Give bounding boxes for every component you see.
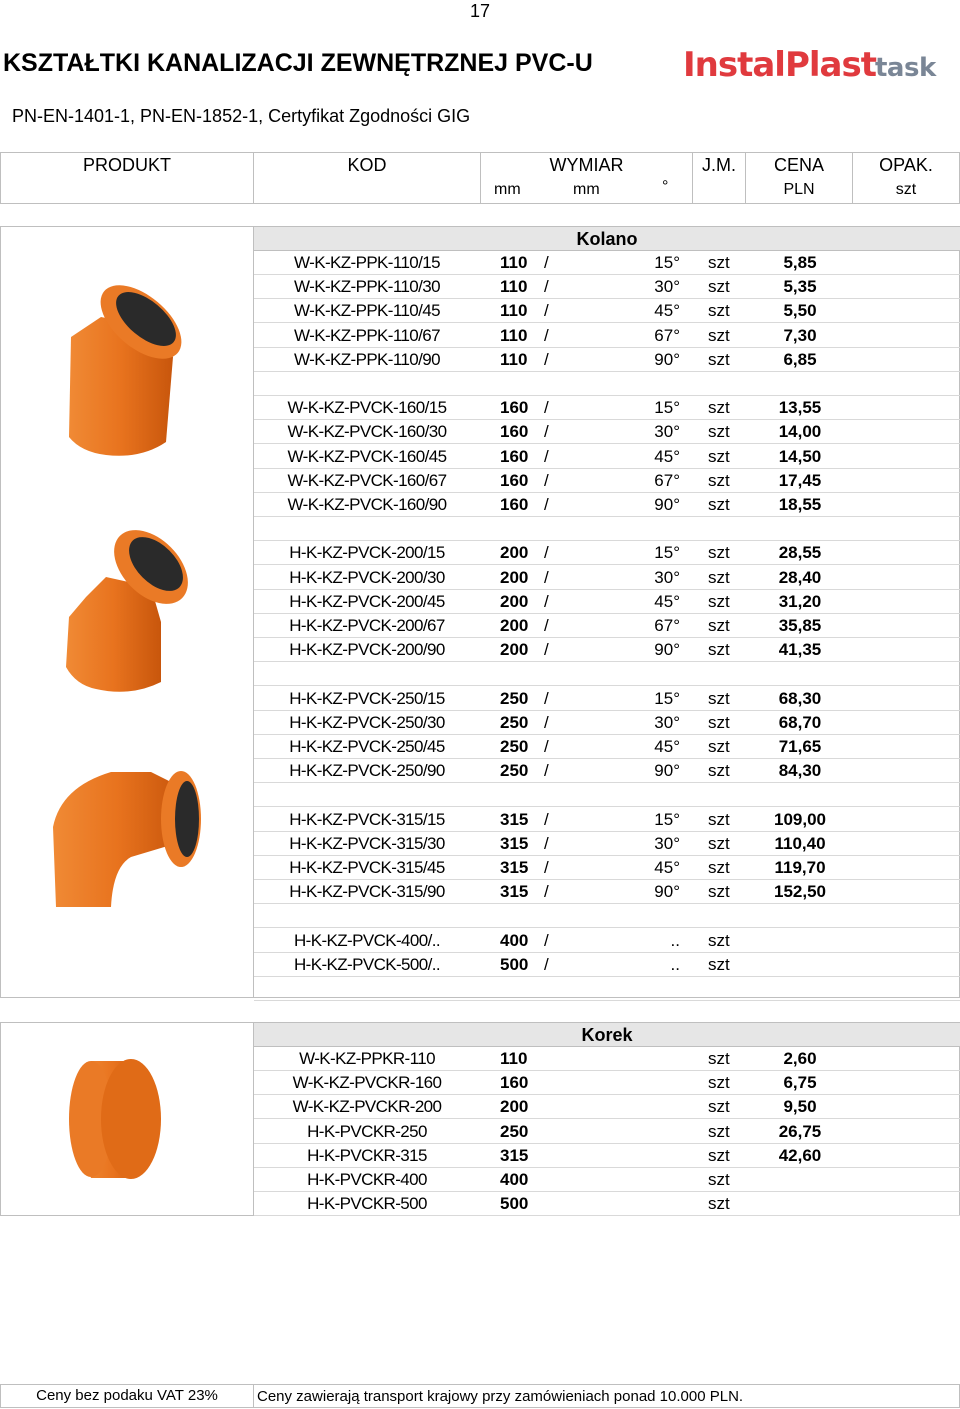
price: 5,50 xyxy=(783,301,817,321)
dimension-separator: / xyxy=(544,543,549,563)
table-row xyxy=(254,904,960,928)
angle: 90° xyxy=(654,495,680,514)
product-code: H-K-PVCKR-500 xyxy=(307,1194,427,1214)
diameter: 110 xyxy=(500,349,528,369)
product-code: H-K-KZ-PVCK-200/67 xyxy=(289,616,445,635)
cap-illustration xyxy=(1,1023,253,1215)
table-row xyxy=(254,808,960,832)
price: 68,70 xyxy=(778,712,822,732)
unit: szt xyxy=(708,1145,730,1165)
product-code: W-K-KZ-PVCK-160/45 xyxy=(287,446,447,466)
dimension-separator: / xyxy=(544,930,549,950)
product-code: H-K-KZ-PVCK-200/30 xyxy=(289,567,445,587)
diameter: 110 xyxy=(500,325,528,345)
angle: 67° xyxy=(654,470,680,490)
angle: 15° xyxy=(654,253,680,272)
header-opak-unit: szt xyxy=(895,181,917,198)
price: 26,75 xyxy=(778,1121,822,1141)
section-title-korek: Korek xyxy=(254,1023,960,1047)
header-wymiar-label: WYMIAR xyxy=(549,155,624,175)
unit: szt xyxy=(708,398,730,418)
unit: szt xyxy=(708,1049,730,1068)
unit: szt xyxy=(708,301,730,321)
header-opak-label: OPAK. xyxy=(879,155,933,175)
dimension-separator: / xyxy=(544,422,549,442)
dimension-separator: / xyxy=(544,640,549,660)
product-code: H-K-KZ-PVCK-250/30 xyxy=(289,712,445,732)
price: 28,40 xyxy=(778,567,822,587)
angle: 67° xyxy=(654,616,680,635)
angle: 30° xyxy=(654,422,680,442)
table-row xyxy=(254,1095,960,1119)
price: 119,70 xyxy=(774,858,826,877)
section-korek xyxy=(0,1022,960,1216)
product-code: H-K-KZ-PVCK-315/45 xyxy=(289,858,445,877)
dimension-separator: / xyxy=(544,616,549,635)
table-row xyxy=(254,1047,960,1071)
dimension-separator: / xyxy=(544,398,549,418)
elbow-90-icon xyxy=(53,771,201,907)
table-row xyxy=(254,541,960,565)
product-code: W-K-KZ-PVCKR-200 xyxy=(292,1097,442,1117)
elbow-45-icon xyxy=(66,516,202,692)
table-row xyxy=(254,1071,960,1095)
dimension-separator: / xyxy=(544,253,549,272)
dimension-separator: / xyxy=(544,301,549,321)
section-title-kolano: Kolano xyxy=(254,227,960,251)
dimension-separator: / xyxy=(544,470,549,490)
page-title: KSZTAŁTKI KANALIZACJI ZEWNĘTRZNEJ PVC-U xyxy=(3,49,593,77)
product-code: H-K-KZ-PVCK-500/.. xyxy=(293,954,440,974)
product-code: H-K-KZ-PVCK-315/30 xyxy=(289,833,445,853)
angle: 90° xyxy=(654,640,680,660)
diameter: 200 xyxy=(500,616,529,635)
table-row xyxy=(254,856,960,880)
page-number: 17 xyxy=(469,1,491,21)
table-row xyxy=(254,517,960,541)
dimension-separator: / xyxy=(544,954,549,974)
angle: 15° xyxy=(654,398,680,418)
dimension-separator: / xyxy=(544,688,549,708)
product-code: H-K-KZ-PVCK-250/90 xyxy=(289,761,445,781)
header-kod-label: KOD xyxy=(347,155,387,175)
diameter: 315 xyxy=(500,882,529,902)
unit: szt xyxy=(708,737,730,756)
table-header xyxy=(0,152,960,204)
angle: 45° xyxy=(654,858,680,877)
price: 14,00 xyxy=(778,422,822,442)
price: 109,00 xyxy=(774,809,826,829)
unit: szt xyxy=(708,858,730,877)
unit: szt xyxy=(708,446,730,466)
table-row xyxy=(254,1120,960,1144)
unit: szt xyxy=(708,277,730,297)
table-row xyxy=(254,372,960,396)
product-code: H-K-KZ-PVCK-400/.. xyxy=(293,930,440,950)
table-row xyxy=(254,759,960,783)
price: 2,60 xyxy=(783,1049,817,1068)
price: 7,30 xyxy=(783,325,817,345)
diameter: 250 xyxy=(500,1121,529,1141)
diameter: 160 xyxy=(500,495,529,514)
table-row xyxy=(254,783,960,807)
product-code: H-K-KZ-PVCK-250/15 xyxy=(289,688,445,708)
angle: 15° xyxy=(654,809,680,829)
product-code: W-K-KZ-PPK-110/30 xyxy=(294,277,440,297)
header-wymiar-unit-deg: ° xyxy=(662,178,669,195)
unit: szt xyxy=(708,543,730,563)
diameter: 250 xyxy=(500,688,529,708)
unit: szt xyxy=(708,253,730,272)
product-code: W-K-KZ-PPK-110/67 xyxy=(294,325,440,345)
dimension-separator: / xyxy=(544,761,549,781)
price: 71,65 xyxy=(778,737,822,756)
table-row xyxy=(254,735,960,759)
table-row xyxy=(254,275,960,299)
table-row xyxy=(254,251,960,275)
price: 14,50 xyxy=(778,446,822,466)
table-row xyxy=(254,638,960,662)
unit: szt xyxy=(708,809,730,829)
header-produkt-label: PRODUKT xyxy=(82,155,171,175)
angle: 15° xyxy=(654,543,680,563)
header-jm-label: J.M. xyxy=(702,155,736,175)
diameter: 110 xyxy=(500,253,528,272)
diameter: 315 xyxy=(500,809,529,829)
product-code: W-K-KZ-PPK-110/15 xyxy=(294,253,440,272)
diameter: 160 xyxy=(500,398,529,418)
header-produkt xyxy=(1,153,254,203)
product-code: H-K-KZ-PVCK-200/90 xyxy=(289,640,445,660)
product-code: W-K-KZ-PPKR-110 xyxy=(299,1049,435,1068)
angle: 90° xyxy=(654,761,680,781)
diameter: 160 xyxy=(500,422,529,442)
diameter: 110 xyxy=(500,1049,528,1068)
angle: 90° xyxy=(654,882,680,902)
angle: 45° xyxy=(654,737,680,756)
unit: szt xyxy=(708,954,730,974)
product-code: W-K-KZ-PVCK-160/90 xyxy=(287,495,447,514)
unit: szt xyxy=(708,688,730,708)
header-kod xyxy=(254,153,481,203)
price: 42,60 xyxy=(778,1145,822,1165)
product-code: H-K-PVCKR-315 xyxy=(307,1145,427,1165)
price: 110,40 xyxy=(774,833,826,853)
unit: szt xyxy=(708,1121,730,1141)
table-row xyxy=(254,348,960,372)
page-subtitle: PN-EN-1401-1, PN-EN-1852-1, Certyfikat Zgodności GIG xyxy=(12,106,471,126)
product-code: H-K-PVCKR-400 xyxy=(307,1170,427,1189)
table-row xyxy=(254,299,960,323)
table-row xyxy=(254,445,960,469)
diameter: 250 xyxy=(500,737,529,756)
price: 84,30 xyxy=(778,761,822,781)
table-row xyxy=(254,953,960,977)
diameter: 200 xyxy=(500,640,529,660)
angle: 45° xyxy=(654,446,680,466)
diameter: 500 xyxy=(500,954,529,974)
table-row xyxy=(254,324,960,348)
unit: szt xyxy=(708,1170,730,1189)
price: 6,85 xyxy=(783,349,817,369)
price: 152,50 xyxy=(774,882,826,902)
unit: szt xyxy=(708,495,730,514)
product-code: W-K-KZ-PPK-110/45 xyxy=(294,301,440,321)
price: 9,50 xyxy=(783,1097,817,1117)
product-image-column xyxy=(1,1023,254,1215)
table-row xyxy=(254,396,960,420)
angle: 90° xyxy=(654,349,680,369)
angle: 30° xyxy=(654,833,680,853)
price: 28,55 xyxy=(778,543,822,563)
unit: szt xyxy=(708,591,730,611)
end-cap-icon xyxy=(69,1059,161,1179)
dimension-separator: / xyxy=(544,446,549,466)
price: 18,55 xyxy=(778,495,822,514)
unit: szt xyxy=(708,1194,730,1214)
diameter: 500 xyxy=(500,1194,529,1214)
dimension-separator: / xyxy=(544,882,549,902)
unit: szt xyxy=(708,930,730,950)
price: 6,75 xyxy=(783,1073,817,1093)
unit: szt xyxy=(708,470,730,490)
price: 5,85 xyxy=(783,253,817,272)
header-jm xyxy=(693,153,746,203)
table-row xyxy=(254,929,960,953)
unit: szt xyxy=(708,882,730,902)
brand-logo xyxy=(683,44,953,86)
table-row xyxy=(254,880,960,904)
price: 68,30 xyxy=(778,688,822,708)
product-code: H-K-PVCKR-250 xyxy=(307,1121,427,1141)
product-code: W-K-KZ-PVCK-160/15 xyxy=(287,398,447,418)
table-row xyxy=(254,614,960,638)
table-row xyxy=(254,977,960,1001)
dimension-separator: / xyxy=(544,591,549,611)
unit: szt xyxy=(708,616,730,635)
price: 13,55 xyxy=(778,398,822,418)
unit: szt xyxy=(708,325,730,345)
table-row xyxy=(254,1192,960,1216)
table-row xyxy=(254,469,960,493)
dimension-separator: / xyxy=(544,349,549,369)
table-row xyxy=(254,687,960,711)
price: 35,85 xyxy=(778,616,822,635)
dimension-separator: / xyxy=(544,858,549,877)
diameter: 250 xyxy=(500,712,529,732)
angle: .. xyxy=(670,954,680,974)
table-row xyxy=(254,832,960,856)
table-row xyxy=(254,1144,960,1168)
price: 5,35 xyxy=(783,277,817,297)
diameter: 315 xyxy=(500,833,529,853)
angle: 45° xyxy=(654,591,680,611)
table-row xyxy=(254,420,960,444)
diameter: 400 xyxy=(500,930,529,950)
header-wymiar-unit-mm1: mm xyxy=(494,181,521,198)
unit: szt xyxy=(708,1073,730,1093)
product-code: H-K-KZ-PVCK-200/45 xyxy=(289,591,445,611)
diameter: 160 xyxy=(500,1073,529,1093)
diameter: 315 xyxy=(500,858,529,877)
dimension-separator: / xyxy=(544,833,549,853)
table-row xyxy=(254,493,960,517)
product-code: W-K-KZ-PVCK-160/67 xyxy=(287,470,447,490)
diameter: 160 xyxy=(500,446,529,466)
diameter: 315 xyxy=(500,1145,529,1165)
header-wymiar-unit-mm2: mm xyxy=(573,181,600,198)
angle: 15° xyxy=(654,688,680,708)
header-cena xyxy=(746,153,853,203)
angle: 30° xyxy=(654,712,680,732)
diameter: 160 xyxy=(500,470,529,490)
unit: szt xyxy=(708,712,730,732)
table-row xyxy=(254,1168,960,1192)
dimension-separator: / xyxy=(544,737,549,756)
dimension-separator: / xyxy=(544,712,549,732)
product-code: H-K-KZ-PVCK-315/90 xyxy=(289,882,445,902)
product-code: H-K-KZ-PVCK-200/15 xyxy=(289,543,445,563)
product-image-column xyxy=(1,227,254,997)
elbow-illustrations xyxy=(1,227,253,997)
logo-main-text: InstalPlast xyxy=(683,45,876,85)
header-opak xyxy=(853,153,959,203)
diameter: 200 xyxy=(500,543,529,563)
product-code: W-K-KZ-PVCKR-160 xyxy=(292,1073,442,1093)
diameter: 200 xyxy=(500,567,529,587)
price: 31,20 xyxy=(778,591,822,611)
product-code: H-K-KZ-PVCK-250/45 xyxy=(289,737,445,756)
table-row xyxy=(254,711,960,735)
diameter: 250 xyxy=(500,761,529,781)
unit: szt xyxy=(708,640,730,660)
diameter: 400 xyxy=(500,1170,529,1189)
header-cena-unit: PLN xyxy=(783,181,815,198)
angle: 67° xyxy=(654,325,680,345)
dimension-separator: / xyxy=(544,495,549,514)
unit: szt xyxy=(708,1097,730,1117)
price: 17,45 xyxy=(778,470,822,490)
footer-vat-note: Ceny bez podaku VAT 23% xyxy=(1,1385,254,1407)
footer-transport-note: Ceny zawierają transport krajowy przy zamówieniach ponad 10.000 PLN. xyxy=(257,1388,744,1405)
diameter: 200 xyxy=(500,591,529,611)
header-wymiar xyxy=(481,153,693,203)
dimension-separator: / xyxy=(544,809,549,829)
unit: szt xyxy=(708,422,730,442)
dimension-separator: / xyxy=(544,567,549,587)
angle: 30° xyxy=(654,277,680,297)
elbow-15-icon xyxy=(69,271,194,456)
product-code: W-K-KZ-PPK-110/90 xyxy=(294,349,440,369)
unit: szt xyxy=(708,833,730,853)
angle: .. xyxy=(670,930,680,950)
header-cena-label: CENA xyxy=(773,155,824,175)
price: 41,35 xyxy=(778,640,822,660)
dimension-separator: / xyxy=(544,325,549,345)
section-kolano xyxy=(0,226,960,998)
unit: szt xyxy=(708,349,730,369)
product-code: H-K-KZ-PVCK-315/15 xyxy=(289,809,445,829)
product-code: W-K-KZ-PVCK-160/30 xyxy=(287,422,447,442)
logo-sub-text: task xyxy=(875,53,936,83)
angle: 45° xyxy=(654,301,680,321)
unit: szt xyxy=(708,567,730,587)
unit: szt xyxy=(708,761,730,781)
table-row xyxy=(254,566,960,590)
page-footer xyxy=(0,1384,960,1408)
diameter: 110 xyxy=(500,301,528,321)
diameter: 200 xyxy=(500,1097,529,1117)
table-row xyxy=(254,590,960,614)
diameter: 110 xyxy=(500,277,528,297)
dimension-separator: / xyxy=(544,277,549,297)
table-row xyxy=(254,662,960,686)
angle: 30° xyxy=(654,567,680,587)
